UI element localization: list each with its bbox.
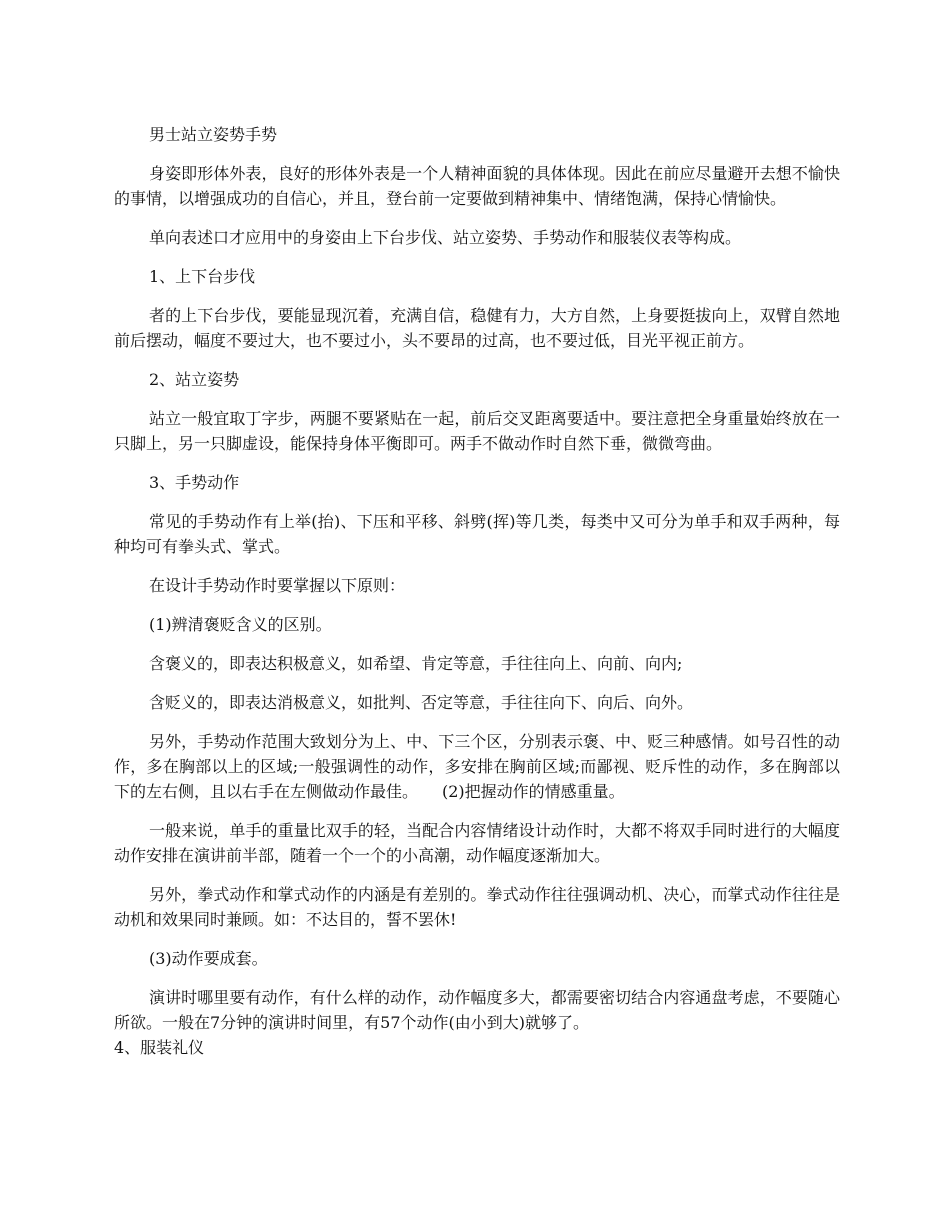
summary-paragraph: 单向表述口才应用中的身姿由上下台步伐、站立姿势、手势动作和服装仪表等构成。 — [149, 228, 742, 247]
section-heading-1: 1、上下台步伐 — [149, 267, 256, 286]
paragraph: 含褒义的，即表达积极意义，如希望、肯定等意，手往往向上、向前、向内; — [149, 654, 683, 673]
document-page — [114, 122, 840, 1074]
section-body-2: 站立一般宜取丁字步，两腿不要紧贴在一起，前后交叉距离要适中。要注意把全身重量始终放在一只脚上，另一只脚虚设，能保持身体平衡即可。两手不做动作时自然下垂，微微弯曲。 — [114, 409, 840, 453]
paragraph: 一般来说，单手的重量比双手的轻，当配合内容情绪设计动作时，大都不将双手同时进行的大幅度动作安排在演讲前半部，随着一个一个的小高潮，动作幅度逐渐加大。 — [114, 821, 840, 865]
section-heading-2: 2、站立姿势 — [149, 370, 240, 389]
section-body-1: 者的上下台步伐，要能显现沉着，充满自信，稳健有力，大方自然，上身要挺拔向上，双臂自然地前后摆动，幅度不要过大，也不要过小，头不要昂的过高，也不要过低，目光平视正前方。 — [114, 306, 840, 350]
document-title: 男士站立姿势手势 — [149, 125, 278, 144]
paragraph: 演讲时哪里要有动作，有什么样的动作，动作幅度多大，都需要密切结合内容通盘考虑，不要随心所欲。一般在7分钟的演讲时间里，有57个动作(由小到大)就够了。 — [114, 988, 840, 1032]
section-heading-4: 4、服装礼仪 — [114, 1038, 205, 1057]
paragraph: (3)动作要成套。 — [149, 949, 268, 968]
intro-paragraph: 身姿即形体外表，良好的形体外表是一个人精神面貌的具体体现。因此在前应尽量避开去想不愉快的事情，以增强成功的自信心，并且，登台前一定要做到精神集中、情绪饱满，保持心情愉快。 — [114, 164, 840, 208]
paragraph: (1)辨清褒贬含义的区别。 — [149, 615, 332, 634]
paragraph: 另外，手势动作范围大致划分为上、中、下三个区，分别表示褒、中、贬三种感情。如号召性的动作，多在胸部以上的区域;一般强调性的动作，多安排在胸前区域;而鄙视、贬斥性的动作，多在胸部以下的左右侧，且以右手在左侧做动作最佳。 (2)把握动作的情感重量。 — [114, 732, 840, 801]
paragraph: 在设计手势动作时要掌握以下原则： — [149, 576, 406, 595]
section-heading-3: 3、手势动作 — [149, 473, 240, 492]
paragraph: 另外，拳式动作和掌式动作的内涵是有差别的。拳式动作往往强调动机、决心，而掌式动作往往是动机和效果同时兼顾。如：不达目的，誓不罢休! — [114, 885, 840, 929]
paragraph: 常见的手势动作有上举(抬)、下压和平移、斜劈(挥)等几类，每类中又可分为单手和双手两种，每种均可有拳头式、掌式。 — [114, 512, 840, 556]
paragraph: 含贬义的，即表达消极意义，如批判、否定等意，手往往向下、向后、向外。 — [149, 693, 694, 712]
